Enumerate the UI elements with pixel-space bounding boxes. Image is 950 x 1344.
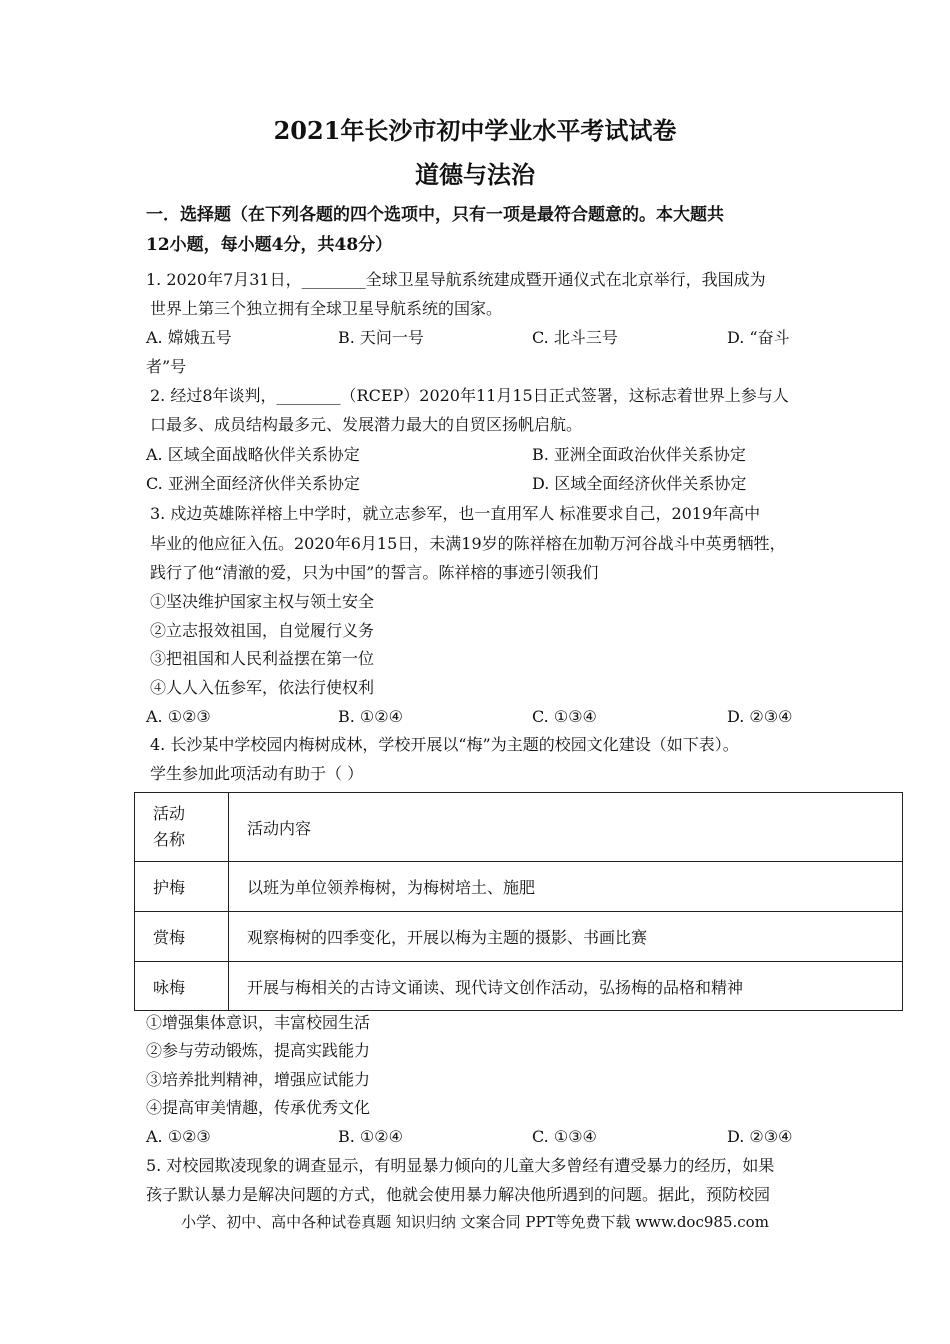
q4-item-4: ④提高审美情趣，传承优秀文化 xyxy=(146,1098,371,1117)
q3-item-4: ④人人入伍参军，依法行使权利 xyxy=(150,678,375,697)
q3-item-3: ③把祖国和人民利益摆在第一位 xyxy=(150,649,375,668)
q1-option-d-cont: 者”号 xyxy=(146,357,187,376)
table-cell-name: 护梅 xyxy=(135,862,229,912)
q1-option-d: D. “奋斗 xyxy=(727,328,790,347)
q4-item-2: ②参与劳动锻炼，提高实践能力 xyxy=(146,1041,371,1060)
exam-title: 2021年长沙市初中学业水平考试试卷 xyxy=(273,116,677,145)
table-cell-content: 以班为单位领养梅树，为梅树培土、施肥 xyxy=(229,862,903,912)
subject-title: 道德与法治 xyxy=(415,160,535,189)
table-cell-content: 开展与梅相关的古诗文诵读、现代诗文创作活动，弘扬梅的品格和精神 xyxy=(229,962,903,1011)
q4-item-3: ③培养批判精神，增强应试能力 xyxy=(146,1070,371,1089)
q1-stem: 1. 2020年7月31日，________全球卫星导航系统建成暨开通仪式在北京举行，我国成为 xyxy=(146,270,766,289)
table-cell-name: 咏梅 xyxy=(135,962,229,1011)
table-header-row xyxy=(135,793,903,862)
q2-option-a: A. 区域全面战略伙伴关系协定 xyxy=(146,445,360,464)
q1-option-a: A. 嫦娥五号 xyxy=(146,328,232,347)
q5-stem-cont: 孩子默认暴力是解决问题的方式，他就会使用暴力解决他所遇到的问题。据此，预防校园 xyxy=(146,1185,771,1204)
section-heading-cont: 12小题，每小题4分，共48分） xyxy=(146,235,393,255)
q4-option-a: A. ①②③ xyxy=(146,1127,211,1146)
q5-stem: 5. 对校园欺凌现象的调查显示，有明显暴力倾向的儿童大多曾经有遭受暴力的经历，如果 xyxy=(146,1156,775,1175)
q3-option-d: D. ②③④ xyxy=(727,707,793,726)
q3-item-2: ②立志报效祖国，自觉履行义务 xyxy=(150,621,375,640)
q1-option-b: B. 天问一号 xyxy=(338,328,424,347)
q2-option-d: D. 区域全面经济伙伴关系协定 xyxy=(532,474,747,493)
q3-item-1: ①坚决维护国家主权与领土安全 xyxy=(150,592,375,611)
q4-stem-cont: 学生参加此项活动有助于（ ） xyxy=(150,764,364,783)
q2-option-c: C. 亚洲全面经济伙伴关系协定 xyxy=(146,474,360,493)
q4-option-c: C. ①③④ xyxy=(532,1127,597,1146)
activity-table xyxy=(134,792,903,1011)
q3-stem-cont: 毕业的他应征入伍。2020年6月15日，未满19岁的陈祥榕在加勒万河谷战斗中英勇牺牲， xyxy=(150,534,786,553)
table-header-content: 活动内容 xyxy=(229,793,903,862)
table-row xyxy=(135,962,903,1011)
table-cell-content: 观察梅树的四季变化，开展以梅为主题的摄影、书画比赛 xyxy=(229,912,903,962)
q2-stem: 2. 经过8年谈判，________（RCEP）2020年11月15日正式签署，这标志着世界上参与人 xyxy=(150,386,789,405)
q2-stem-cont: 口最多、成员结构最多元、发展潜力最大的自贸区扬帆启航。 xyxy=(150,415,583,434)
q1-option-c: C. 北斗三号 xyxy=(532,328,618,347)
table-header-name-line1: 活动 xyxy=(153,804,186,823)
q2-option-b: B. 亚洲全面政治伙伴关系协定 xyxy=(532,445,746,464)
page-footer: 小学、初中、高中各种试卷真题 知识归纳 文案合同 PPT等免费下载 www.doc985.com xyxy=(181,1213,769,1231)
table-row xyxy=(135,862,903,912)
section-heading: 一．选择题（在下列各题的四个选项中，只有一项是最符合题意的。本大题共 xyxy=(146,205,724,225)
q3-option-b: B. ①②④ xyxy=(338,707,403,726)
q3-stem-cont2: 践行了他“清澈的爱，只为中国”的誓言。陈祥榕的事迹引领我们 xyxy=(150,563,599,582)
table-cell-name: 赏梅 xyxy=(135,912,229,962)
q3-option-a: A. ①②③ xyxy=(146,707,211,726)
q4-option-d: D. ②③④ xyxy=(727,1127,793,1146)
q4-option-b: B. ①②④ xyxy=(338,1127,403,1146)
table-header-name-line2: 名称 xyxy=(153,830,186,849)
q4-item-1: ①增强集体意识，丰富校园生活 xyxy=(146,1013,371,1032)
table-header-name xyxy=(135,793,229,862)
q3-stem: 3. 戍边英雄陈祥榕上中学时，就立志参军，也一直用军人 标准要求自己，2019年高中 xyxy=(150,504,761,523)
q1-stem-cont: 世界上第三个独立拥有全球卫星导航系统的国家。 xyxy=(150,299,503,318)
q4-stem: 4. 长沙某中学校园内梅树成林，学校开展以“梅”为主题的校园文化建设（如下表）。 xyxy=(150,735,739,754)
q3-option-c: C. ①③④ xyxy=(532,707,597,726)
table-row xyxy=(135,912,903,962)
